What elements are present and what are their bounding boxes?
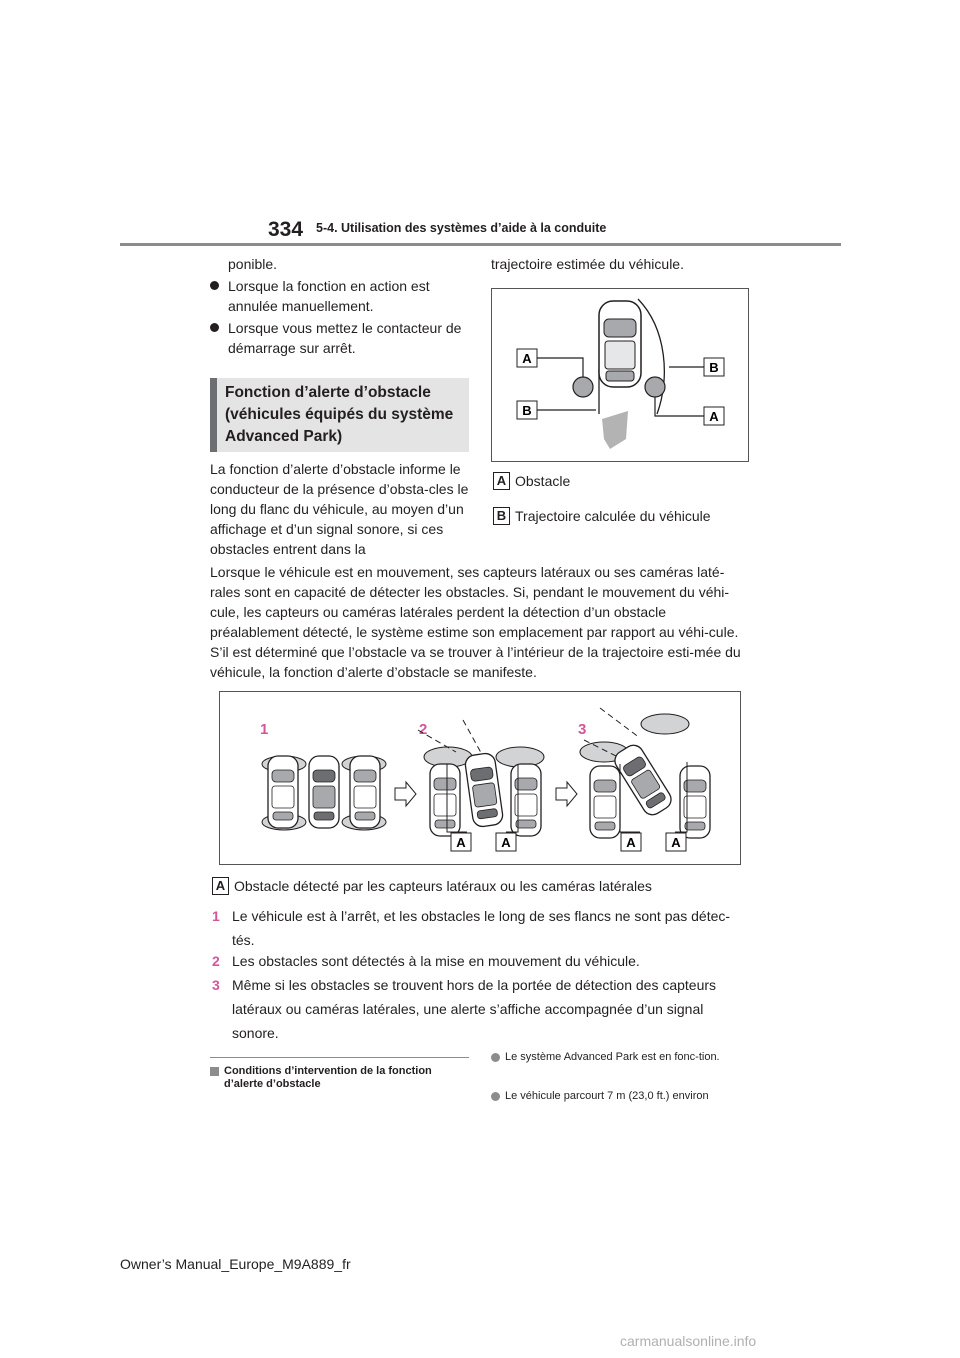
car-topview (599, 301, 641, 387)
round-bullet-icon (491, 1092, 500, 1101)
direction-arrow-icon (602, 411, 628, 449)
body-paragraph: Lorsque le véhicule est en mouvement, ses capteurs latéraux ou ses caméras laté-rales sont en capacité de détecter les obstacles. Si, pendant le mouvement du véhi-cule, les capteurs ou caméras latérales perdent la détection d’un obstacle préalablement détecté, le système estime son emplacement par rapport au véhi-cule. S’il est déterminé que l’obstacle va se trouver à l’intérieur de la trajectoire esti-mée du véhicule, la fonction d’alerte d’obstacle se manifeste. (210, 564, 741, 680)
bullet-item (210, 276, 478, 316)
legend-item (212, 877, 652, 895)
bullet-text: Lorsque vous mettez le contacteur de démarrage sur arrêt. (228, 320, 462, 356)
legend-text: Trajectoire calculée du véhicule (515, 508, 711, 524)
step-arrow-icon (395, 782, 416, 806)
legend-tag: B (493, 507, 510, 525)
watermark: carmanualsonline.info (620, 1333, 757, 1349)
page-number: 334 (268, 218, 304, 241)
figure-label: A (626, 835, 636, 850)
figure-label: B (522, 403, 532, 418)
obstacle-circle-right (645, 377, 665, 397)
step-num: 2 (212, 953, 220, 969)
figure-label: B (709, 360, 719, 375)
footer-text: Owner’s Manual_Europe_M9A889_fr (120, 1256, 351, 1272)
legend-text: Obstacle détecté par les capteurs latéraux ou les caméras latérales (234, 878, 652, 894)
intro-paragraph: La fonction d’alerte d’obstacle informe le conducteur de la présence d’obsta-cles le long du flanc du véhicule, au moyen d’un affichage et d’un signal sonore, si ces obstacles entrent dans la (210, 461, 469, 557)
figure-label: A (671, 835, 681, 850)
figure-label: A (501, 835, 511, 850)
header-rule (120, 243, 841, 246)
legend-item (493, 472, 570, 490)
continued-text-right: trajectoire estimée du véhicule. (491, 256, 684, 272)
obstacle-circle-left (573, 377, 593, 397)
condition-text: Le système Advanced Park est en fonc-tion. (505, 1051, 720, 1063)
step-text: Même si les obstacles se trouvent hors de la portée de détection des capteurs latéraux ou caméras latérales, une alerte s’affiche accompagnée d’un signal sonore. (232, 977, 717, 1041)
legend-tag: A (212, 877, 229, 895)
step-num: 1 (212, 908, 220, 924)
figure-sequence-svg (220, 692, 740, 864)
step-num: 3 (212, 977, 220, 993)
section-heading (210, 378, 469, 452)
figure-obstacle-sequence (219, 691, 741, 865)
figure-label: A (456, 835, 466, 850)
figure-label: A (709, 409, 719, 424)
conditions-title-text: Conditions d’intervention de la fonction d’alerte d’obstacle (224, 1065, 432, 1090)
legend-item (493, 507, 711, 525)
figure-obstacle-svg (492, 289, 748, 461)
continued-text-left: ponible. (228, 256, 278, 272)
step-number: 1 (260, 721, 269, 738)
condition-text: Le véhicule parcourt 7 m (23,0 ft.) environ (505, 1090, 709, 1102)
step-item (212, 949, 747, 973)
bullet-item (210, 318, 478, 358)
square-bullet-icon (210, 1067, 219, 1076)
step-number: 3 (578, 721, 587, 738)
conditions-title (210, 1065, 472, 1091)
step-text: Les obstacles sont détectés à la mise en mouvement du véhicule. (232, 953, 640, 969)
step-text: Le véhicule est à l’arrêt, et les obstacles le long de ses flancs ne sont pas détec-tés. (232, 908, 731, 948)
condition-item (491, 1051, 751, 1064)
step-number: 2 (419, 721, 428, 738)
legend-tag: A (493, 472, 510, 490)
bullet-dot-icon (210, 281, 219, 290)
figure-label: A (522, 351, 532, 366)
heading-bar (210, 378, 217, 452)
figure-obstacle-trajectory (491, 288, 749, 462)
round-bullet-icon (491, 1053, 500, 1062)
step-item (212, 904, 747, 952)
bullet-dot-icon (210, 323, 219, 332)
section-title: 5-4. Utilisation des systèmes d’aide à la conduite (316, 221, 607, 235)
condition-item (491, 1090, 751, 1103)
bullet-text: Lorsque la fonction en action est annulée manuellement. (228, 278, 430, 314)
step-arrow-icon (556, 782, 577, 806)
step-item (212, 973, 747, 1045)
section-heading-text: Fonction d’alerte d’obstacle (véhicules équipés du système Advanced Park) (225, 384, 454, 445)
legend-text: Obstacle (515, 473, 571, 489)
conditions-rule (210, 1057, 469, 1058)
